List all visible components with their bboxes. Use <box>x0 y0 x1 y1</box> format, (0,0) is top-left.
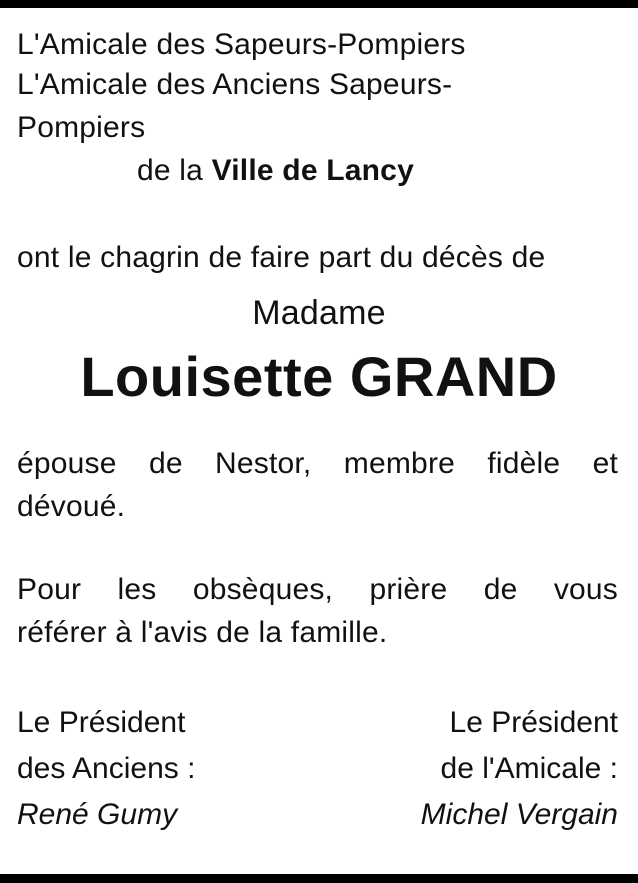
deceased-name: Louisette GRAND <box>80 345 558 408</box>
description-line-1: épouse de Nestor, membre fidèle et <box>17 447 618 480</box>
town-name: Ville de Lancy <box>211 154 414 187</box>
signature-left-role: Le Président <box>17 706 186 739</box>
signature-right-role: Le Président <box>449 706 618 739</box>
header-line-4-prefix: de la <box>137 154 204 187</box>
announcement-text: ont le chagrin de faire part du décès de <box>17 241 546 274</box>
signature-left-name: René Gumy <box>17 798 178 831</box>
top-border-rule <box>0 0 638 8</box>
honorific-title: Madame <box>252 294 386 332</box>
bottom-border-rule <box>0 874 638 883</box>
funeral-note-line-2: référer à l'avis de la famille. <box>17 616 388 649</box>
signature-right-group: de l'Amicale : <box>440 752 618 785</box>
signature-left <box>17 700 195 838</box>
signature-right-name: Michel Vergain <box>420 798 618 831</box>
header-line-2: L'Amicale des Anciens Sapeurs- <box>17 68 453 101</box>
funeral-note-line-1: Pour les obsèques, prière de vous <box>17 573 618 606</box>
header-line-1: L'Amicale des Sapeurs-Pompiers <box>17 28 466 61</box>
signature-left-group: des Anciens : <box>17 752 196 785</box>
header-line-4 <box>137 153 414 189</box>
description-line-2: dévoué. <box>17 490 126 523</box>
header-line-3: Pompiers <box>17 111 146 144</box>
signature-right <box>421 700 618 838</box>
